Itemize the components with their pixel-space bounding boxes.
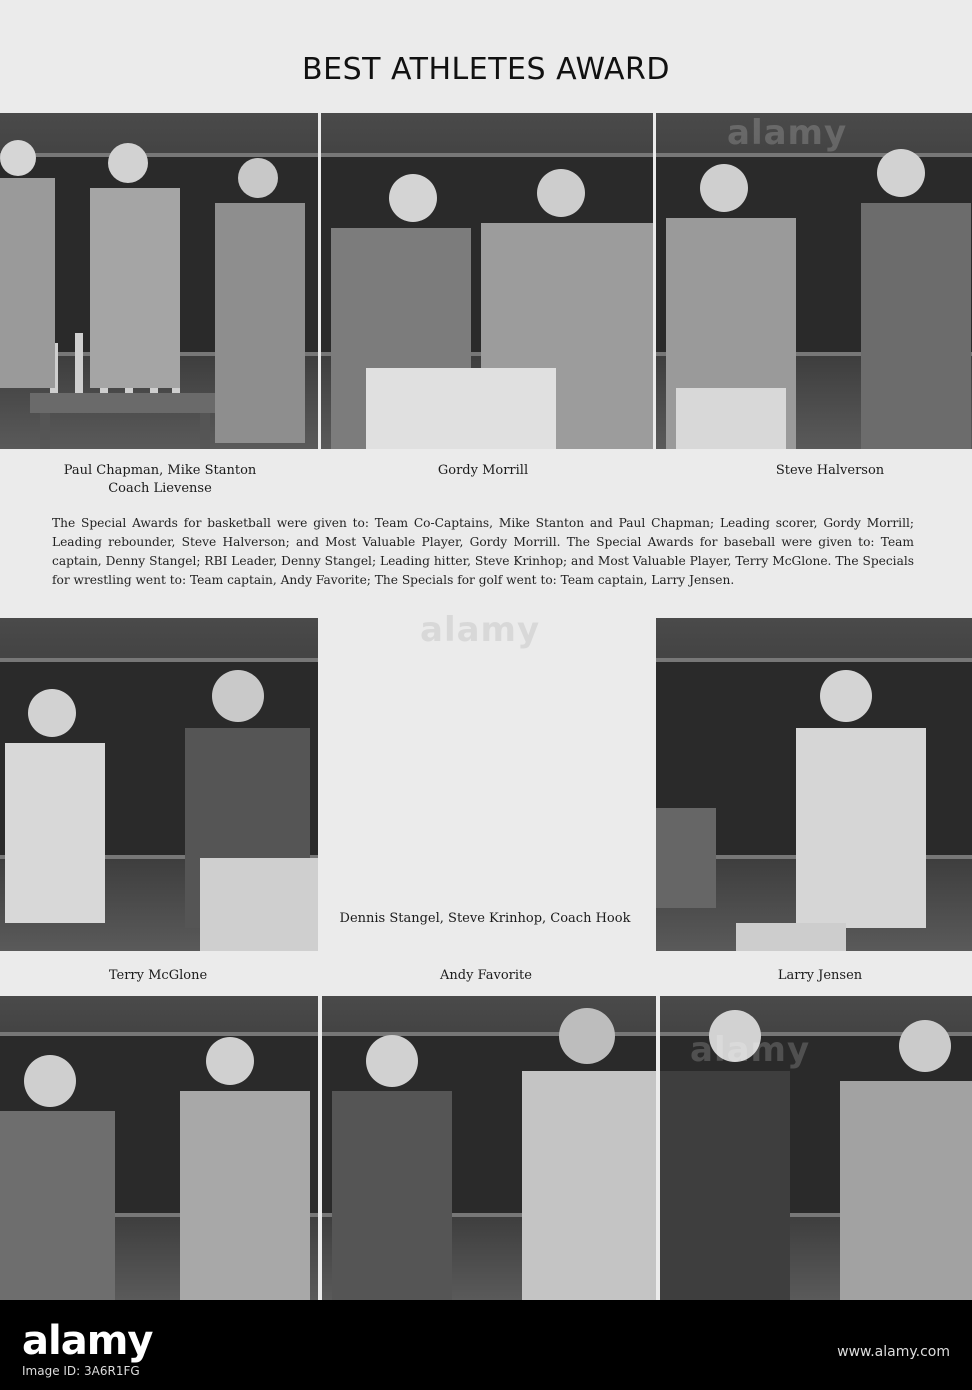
alamy-logo: alamy [22, 1318, 153, 1364]
caption-chapman-stanton [30, 462, 290, 498]
image-id-label: Image ID: 3A6R1FG [22, 1364, 140, 1378]
photo-bottom-left [0, 996, 318, 1300]
caption-stangel-krinhop-hook: Dennis Stangel, Steve Krinhop, Coach Hook [339, 911, 631, 926]
photo-larry-jensen [656, 618, 972, 951]
caption-terry-mcglone: Terry McGlone [108, 968, 208, 983]
caption-gordy-morrill: Gordy Morrill [437, 463, 529, 478]
caption-andy-favorite: Andy Favorite [440, 968, 532, 983]
photo-bottom-right [660, 996, 972, 1300]
caption-line-1: Paul Chapman, Mike Stanton [63, 463, 257, 478]
page-title: BEST ATHLETES AWARD [302, 52, 670, 87]
watermark-middle: alamy [420, 610, 541, 650]
caption-larry-jensen: Larry Jensen [777, 968, 863, 983]
caption-line-2: Coach Lievense [108, 481, 212, 496]
awards-paragraph: The Special Awards for basketball were given to: Team Co-Captains, Mike Stanton and Paul Chapman; Leading scorer, Gordy Morrill; Leading rebounder, Steve Halverson; and Most Valuable Player, Gordy Morrill. The Special Awards for baseball were given to: Team captain, Denny Stangel; RBI Leader, Denny Stangel; Leading hitter, Steve Krinhop; and Most Valuable Player, Terry McGlone. The Specials for wrestling went to: Team captain, Andy Favorite; The Specials for golf went to: Team captain, Larry Jensen. [52, 516, 914, 587]
banner-url[interactable]: www.alamy.com [837, 1344, 950, 1360]
photo-chapman-stanton-lievense [0, 113, 318, 449]
photo-bottom-middle [322, 996, 656, 1300]
photo-terry-mcglone [0, 618, 318, 951]
caption-steve-halverson: Steve Halverson [775, 463, 885, 478]
photo-steve-halverson [656, 113, 972, 449]
stock-banner [0, 1300, 972, 1390]
photo-gordy-morrill [321, 113, 653, 449]
